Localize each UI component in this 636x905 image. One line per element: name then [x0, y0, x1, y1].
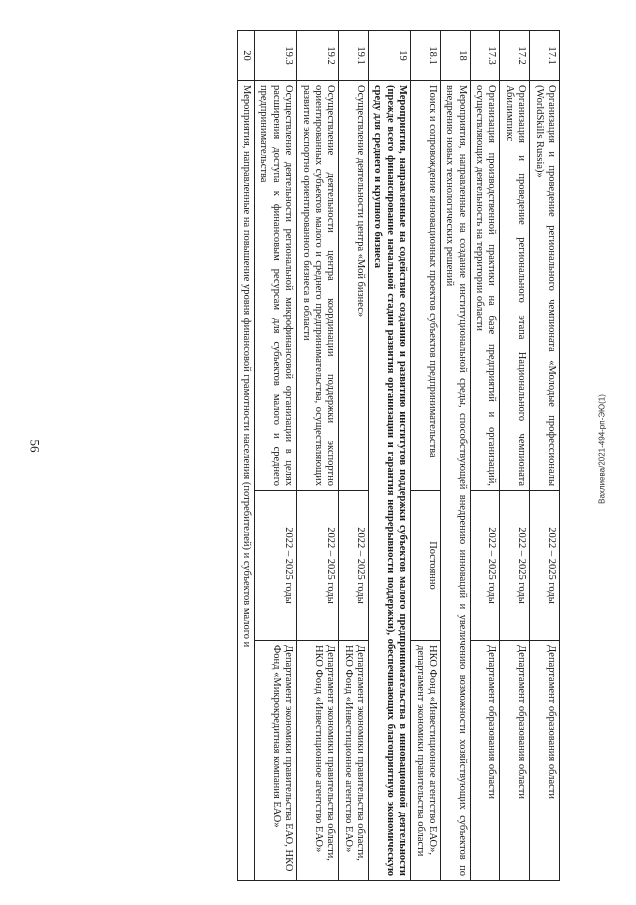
section-title: Мероприятия, направленные на создание институциональной среды, способствующей внедрению инноваций и увеличению возможности хозяйствующих субъектов по внедрению новых технологических решений: [441, 81, 471, 881]
responsible-party: Департамент экономики правительства области, НКО Фонд «Инвестиционное агентство ЕАО»: [297, 641, 339, 881]
measures-table-container: [45, 30, 560, 880]
measure-term: 2022 – 2025 годы: [470, 491, 500, 641]
section-row: [369, 31, 411, 881]
measure-description: Организация и проведение регионального чемпионата «Молодые профессионалы (WorldSkills Russia)»: [530, 81, 560, 491]
measure-term: 2022 – 2025 годы: [530, 491, 560, 641]
measure-term: Постоянно: [411, 491, 441, 641]
row-number: 19.2: [297, 31, 339, 81]
measure-term: 2022 – 2025 годы: [255, 491, 297, 641]
measure-description: Организация и проведение регионального этапа Национального чемпионата Абилимпикс: [500, 81, 530, 491]
row-number: 17.3: [470, 31, 500, 81]
responsible-party: Департамент образования области: [470, 641, 500, 881]
responsible-party: Департамент образования области: [530, 641, 560, 881]
row-number: 19.1: [339, 31, 369, 81]
table-row: [411, 31, 441, 881]
table-row: [297, 31, 339, 881]
measure-description: Осуществление деятельности центра координации поддержки экспортно ориентированных субъектов малого и среднего предпринимательства, осуществляющих развитие экспортно ориентированного бизнеса в области: [297, 81, 339, 491]
row-number: 17.1: [530, 31, 560, 81]
table-row: [470, 31, 500, 881]
section-title: Мероприятия, направленные на содействие созданию и развитию институтов поддержки субъектов малого предпринимательства в инновационной деятельности (прежде всего финансирование начальной стадии развития организации и гарантия непрерывности поддержки), обеспечивающих благоприятную экономическую среду для среднего и крупного бизнеса: [369, 81, 411, 881]
row-number: 19: [369, 31, 411, 81]
measures-table: [237, 30, 560, 881]
section-row: [237, 31, 254, 881]
table-row: [255, 31, 297, 881]
row-number: 18.1: [411, 31, 441, 81]
measure-term: 2022 – 2025 годы: [500, 491, 530, 641]
measure-description: Осуществление деятельности центра «Мой бизнес»: [339, 81, 369, 491]
responsible-party: Департамент экономики правительства ЕАО, НКО Фонд «Микрокредитная компания ЕАО»: [255, 641, 297, 881]
responsible-party: НКО Фонд «Инвестиционное агентство ЕАО», департамент экономики правительства области: [411, 641, 441, 881]
table-row: [500, 31, 530, 881]
measure-description: Организация производственной практики на базе предприятий и организаций, осуществляющих деятельность на территории области: [470, 81, 500, 491]
document-id-stamp: Вахлиева/2021-494-рп-ЭЮ(1): [597, 394, 607, 504]
measure-term: 2022 – 2025 годы: [297, 491, 339, 641]
measure-description: Поиск и сопровождение инновационных проектов субъектов предпринимательства: [411, 81, 441, 491]
row-number: 19.3: [255, 31, 297, 81]
section-row: [441, 31, 471, 881]
table-row: [530, 31, 560, 881]
row-number: 17.2: [500, 31, 530, 81]
row-number: 18: [441, 31, 471, 81]
responsible-party: Департамент экономики правительства области, НКО Фонд «Инвестиционное агентство ЕАО»: [339, 641, 369, 881]
section-title: Мероприятия, направленные на повышение уровня финансовой грамотности населения (потребителей) и субъектов малого и: [237, 81, 254, 881]
measures-table-body: [237, 31, 559, 881]
measure-description: Осуществление деятельности региональной микрофинансовой организации в целях расширения доступа к финансовым ресурсам для субъектов малого и среднего предпринимательства: [255, 81, 297, 491]
row-number: 20: [237, 31, 254, 81]
responsible-party: Департамент образования области: [500, 641, 530, 881]
page-number: 56: [27, 439, 43, 453]
measure-term: 2022 – 2025 годы: [339, 491, 369, 641]
table-row: [339, 31, 369, 881]
